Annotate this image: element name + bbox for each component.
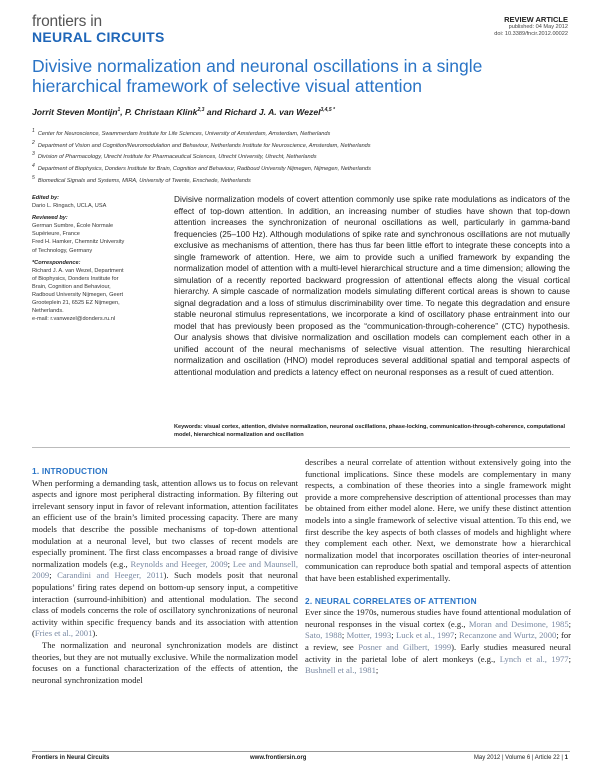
correspondence-line: Grooteplein 21, 6525 EZ Nijmegen,	[32, 300, 120, 307]
citation-link[interactable]: Lee and Maunsell, 2009	[32, 558, 298, 581]
affiliation-num: 1	[32, 128, 35, 134]
citation-link[interactable]: Luck et al., 1997	[395, 630, 455, 641]
page-number: 1	[562, 755, 568, 761]
affiliation-text: Division of Pharmacology, Utrecht Institute for Pharmaceutical Sciences, Utrecht University, Utrecht, Netherlands	[37, 154, 317, 161]
citation-link[interactable]: Reynolds and Heeger, 2009	[130, 558, 228, 569]
affiliation-text: Center for Neuroscience, Swammerdam Institute for Life Sciences, University of Amsterdam, Amsterdam, Netherlands	[37, 130, 331, 137]
correspondence-line: Richard J. A. van Wezel, Department	[32, 267, 124, 274]
paragraph-text: ). Such models posit that neuronal populations’ firing rates depend on bottom-up sensory input, a competitive interaction (surround-inhibition) and attentional modulation. The second class of models concerns the role of oscillatory synchronizations of neuronal activity within specific frequency bands and its association with attention (	[32, 570, 298, 639]
section-heading: 2. NEURAL CORRELATES OF ATTENTION	[305, 595, 477, 606]
journal-logo-top: frontiers in	[32, 13, 102, 30]
paragraph-text: Ever since the 1970s, numerous studies have found attentional modulation of neuronal responses in the visual cortex (e.g.,	[305, 607, 571, 629]
citation-link[interactable]: Sato, 1988	[305, 630, 342, 641]
paragraph-text: ;	[375, 665, 379, 676]
paragraph-text: ;	[341, 630, 347, 641]
reviewer: German Sumbre, École Normale	[32, 223, 114, 230]
author-name: Richard J. A. van Wezel	[224, 107, 321, 117]
paragraph-text: ).	[92, 628, 98, 639]
affiliation-num: 5	[32, 174, 35, 181]
doi: doi: 10.3389/fncir.2012.00022	[494, 31, 568, 38]
affiliation-num: 3	[32, 151, 35, 158]
paragraph-text: ;	[568, 618, 572, 629]
reviewer: Fred H. Hamker, Chemnitz University	[32, 239, 125, 246]
footer-issue: May 2012 | Volume 6 | Article 22 |	[473, 755, 563, 761]
paragraph-text: ;	[454, 630, 460, 641]
keywords-label: Keywords:	[174, 424, 203, 430]
footer-info	[474, 755, 568, 761]
reviewer: Supérieure, France	[32, 231, 80, 238]
paragraph-text: ). Early studies measured neural activity in the parietal lobe of alert monkeys (e.g.,	[305, 641, 571, 664]
abstract: Divisive normalization models of covert attention commonly use spike rate modulations as indicators of the effect of top-down attention. In addition, an increasing number of studies have shown that top-down attention increases the synchronization of neuronal oscillations as well, particularly in gamma-band frequencies (25–100 Hz). Although modulations of spike rate and synchronous oscillations are not mutually exclusive as mechanisms of attention, there has thus far been little effort to integrate these concepts into a single framework of attention. Here, we aim to provide such a unified framework by expanding the normalization model of attention with a multi-level hierarchical structure and a time dimension; allowing the simulation of a recently reported backward progression of attentional effects along the visual cortical hierarchy. A simple cascade of normalization models simulating different cortical areas is shown to cause signal degradation and a loss of stimulus discriminability over time. To negate this degradation and ensure stable neuronal stimulus representations, we incorporate a kind of oscillatory phase entrainment into our model that has previously been proposed as the “communication-through-coherence” (CTC) hypothesis. Our analysis shows that divisive normalization and oscillation models can complement each other in a unified account of the neural mechanisms of selective visual attention. The resulting hierarchical normalization and oscillation (HNO) model reproduces several additional spatial and temporal aspects of attentional modulation and predicts a latency effect on neuronal responses as a result of cued attention.	[174, 194, 570, 377]
affiliation-num: 4	[32, 162, 35, 169]
editor: Dario L. Ringach, UCLA, USA	[32, 203, 107, 210]
divider	[32, 447, 570, 448]
author-affil: 3,4,5 *	[320, 107, 335, 114]
footer-divider	[32, 751, 570, 752]
editorial-sidebar	[32, 194, 160, 323]
section-heading: 1. INTRODUCTION	[32, 466, 108, 476]
citation-link[interactable]: Recanzone and Wurtz, 2000	[459, 630, 557, 641]
footer-journal: Frontiers in Neural Circuits	[32, 755, 110, 761]
published-date: published: 04 May 2012	[508, 24, 568, 30]
affiliation	[32, 139, 572, 151]
paragraph	[305, 607, 571, 677]
paragraph: The normalization and neuronal synchronization models are distinct theories, but they are not mutually exclusive. While the normalization model focuses on a functional characterization of the effects of attention, the neuronal synchronization model	[32, 639, 298, 685]
article-meta	[494, 15, 568, 38]
affiliation	[32, 150, 572, 162]
citation-link[interactable]: Carandini and Heeger, 2011	[57, 570, 164, 581]
citation-link[interactable]: Bushnell et al., 1981	[305, 665, 376, 676]
paragraph: describes a neural correlate of attention without extensively going into the functional implications. Since these models are complementary in many respects, a combination of these theories into a single framework might provide a more comprehensive description of attentional processes than may be obtained from either model alone. Here, we unify these distinct attention models into a single framework of selective visual attention. To this end, we first describe the key aspects of both classes of models and highlight where they complement each other. Next, we demonstrate how a hierarchical normalization model that incorporates oscillation theories of inter-neuronal communication can reproduce both spatial and temporal aspects of attention that have been established experimentally.	[305, 457, 571, 583]
affiliation-text: Department of Biophysics, Donders Institute for Brain, Cognition and Behaviour, Radboud University Nijmegen, Nijmegen, Netherlands	[37, 165, 371, 172]
author-name: P. Christaan Klink	[125, 107, 198, 117]
paragraph	[32, 478, 298, 640]
author-sep: ,	[120, 107, 126, 117]
correspondence-line: Brain, Cognition and Behaviour,	[32, 283, 111, 290]
affiliation	[32, 174, 572, 186]
reviewed-by-label: Reviewed by:	[32, 215, 68, 222]
citation-link[interactable]: Lynch et al., 1977	[499, 653, 569, 664]
edited-by-label: Edited by:	[32, 195, 60, 201]
citation-link[interactable]: Fries et al., 2001	[34, 628, 93, 639]
affiliation	[32, 162, 572, 174]
paragraph-text: ;	[227, 558, 233, 569]
paragraph-text: ;	[568, 653, 571, 664]
affiliation-text: Department of Vision and Cognition/Neuromodulation and Behaviour, Netherlands Institute for Neuroscience, Amsterdam, Netherlands	[37, 142, 371, 149]
affiliation	[32, 127, 572, 139]
citation-link[interactable]: Motter, 1993	[346, 630, 392, 641]
author-list	[32, 107, 335, 117]
body-column-left	[32, 466, 298, 686]
correspondence-line: Netherlands.	[32, 308, 64, 315]
author-affil: 2,3	[197, 107, 205, 114]
affiliations	[32, 127, 572, 185]
article-type: REVIEW ARTICLE	[504, 15, 568, 24]
citation-link[interactable]: Moran and Desimone, 1985	[468, 618, 569, 629]
correspondence-line: of Biophysics, Donders Institute for	[32, 275, 119, 282]
paragraph-text: ;	[391, 630, 396, 641]
correspondence-label: *Correspondence:	[32, 259, 81, 266]
journal-logo-bottom: NEURAL CIRCUITS	[32, 29, 165, 45]
keywords-list: visual cortex, attention, divisive normalization, neuronal oscillations, phase-locking, communication-through-coherence, computational model, hierarchical normalization and oscillation	[174, 424, 566, 438]
affiliation-text: Biomedical Signals and Systems, MIRA, University of Twente, Enschede, Netherlands	[37, 177, 251, 184]
paragraph-text: ;	[49, 570, 58, 581]
author-affil: 1	[117, 107, 121, 114]
affiliation-num: 2	[32, 139, 35, 146]
author-sep: and	[204, 107, 225, 117]
email-link[interactable]: e-mail: r.vanwezel@donders.ru.nl	[32, 316, 116, 323]
keywords	[174, 423, 570, 439]
footer-url[interactable]: www.frontiersin.org	[250, 755, 307, 761]
author-name: Jorrit Steven Montijn	[32, 107, 118, 117]
article-title: Divisive normalization and neuronal oscillations in a single hierarchical framework of selective visual attention	[32, 56, 483, 96]
citation-link[interactable]: Posner and Gilbert, 1999	[358, 641, 452, 652]
paragraph-text: When performing a demanding task, attention allows us to focus on relevant aspects and ignore most peripheral distracting information. By filtering out irrelevant sensory input in favor of relevant information, attention facilitates an efficient use of the brain’s limited processing capacity. There are many models that describe the possible mechanisms of top-down attentional modulation at a neuronal level, but two classes of recent models are especially prominent. The first class encompasses a broad range of divisive normalization models (e.g.,	[32, 477, 298, 569]
correspondence-line: Radboud University Nijmegen, Geert	[32, 292, 124, 299]
paragraph-text: ; for a review, see	[305, 630, 572, 652]
body-column-right	[305, 457, 571, 677]
reviewer: of Technology, Germany	[32, 247, 93, 254]
